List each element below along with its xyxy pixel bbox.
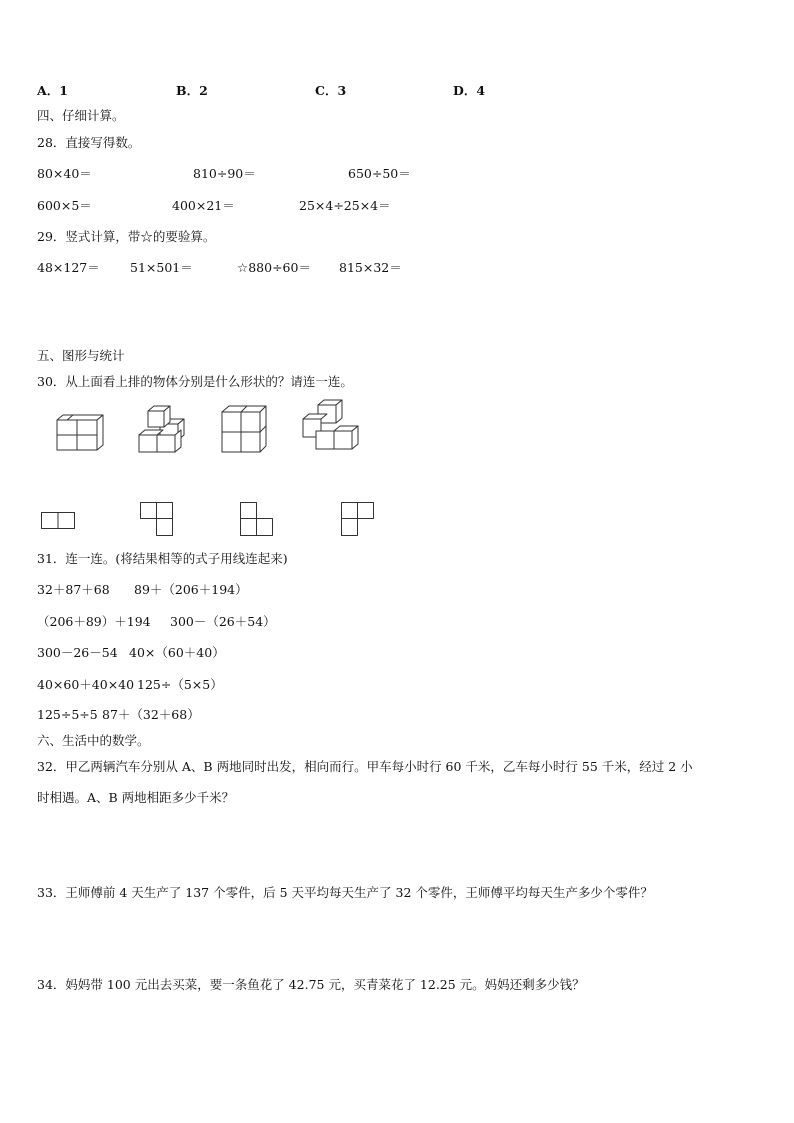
q29-item: 51×501＝ xyxy=(130,260,193,275)
cube-figure-4 xyxy=(302,399,358,455)
q32-text: 32．甲乙两辆汽车分别从 A、B 两地同时出发，相向而行。甲车每小时行 60 千米，乙车每小时行 55 千米，经过 2 小 xyxy=(37,759,693,774)
cube-figure-1 xyxy=(56,410,106,455)
choice-a: A．1 xyxy=(37,83,68,98)
section-4-title: 四、仔细计算。 xyxy=(37,108,125,123)
section-5-title: 五、图形与统计 xyxy=(37,348,125,363)
q31-right-expr: 89＋（206＋194） xyxy=(134,582,248,597)
top-view-shape-2 xyxy=(140,502,176,538)
q31-left-expr: （206＋89）＋194 xyxy=(37,614,151,629)
q28-item: 650÷50＝ xyxy=(348,166,411,181)
q34-text: 34．妈妈带 100 元出去买菜，要一条鱼花了 42.75 元，买青菜花了 12.25 元。妈妈还剩多少钱？ xyxy=(37,977,585,992)
q31-left-expr: 32＋87＋68 xyxy=(37,582,110,597)
q28-item: 810÷90＝ xyxy=(193,166,256,181)
choice-c: C．3 xyxy=(315,83,347,98)
top-view-shape-4 xyxy=(341,502,377,538)
cube-figure-3 xyxy=(221,405,269,453)
q28-label: 28．直接写得数。 xyxy=(37,135,141,150)
q31-right-expr: 40×（60＋40） xyxy=(129,645,225,660)
top-view-shape-1 xyxy=(41,512,77,530)
q29-item: 815×32＝ xyxy=(339,260,402,275)
q31-right-expr: 300－（26＋54） xyxy=(170,614,276,629)
q32-text: 时相遇。A、B 两地相距多少千米？ xyxy=(37,790,235,805)
q31-right-expr: 87＋（32＋68） xyxy=(102,707,200,722)
top-view-shape-3 xyxy=(240,502,276,538)
q33-text: 33．王师傅前 4 天生产了 137 个零件，后 5 天平均每天生产了 32 个零件，王师傅平均每天生产多少个零件？ xyxy=(37,885,653,900)
q29-item: ☆880÷60＝ xyxy=(237,260,311,275)
q31-right-expr: 125÷（5×5） xyxy=(137,677,223,692)
choice-d: D．4 xyxy=(453,83,486,98)
cube-figure-2 xyxy=(138,405,190,457)
q28-item: 25×4÷25×4＝ xyxy=(299,198,391,213)
q31-left-expr: 300－26－54 xyxy=(37,645,118,660)
q31-label: 31．连一连。(将结果相等的式子用线连起来) xyxy=(37,551,288,566)
choice-b: B．2 xyxy=(176,83,208,98)
q31-left-expr: 125÷5÷5 xyxy=(37,707,98,722)
q28-item: 80×40＝ xyxy=(37,166,92,181)
q29-label: 29．竖式计算，带☆的要验算。 xyxy=(37,229,216,244)
q30-label: 30．从上面看上排的物体分别是什么形状的？请连一连。 xyxy=(37,374,353,389)
q28-item: 400×21＝ xyxy=(172,198,235,213)
q31-left-expr: 40×60＋40×40 xyxy=(37,677,135,692)
q28-item: 600×5＝ xyxy=(37,198,92,213)
section-6-title: 六、生活中的数学。 xyxy=(37,733,150,748)
q29-item: 48×127＝ xyxy=(37,260,100,275)
